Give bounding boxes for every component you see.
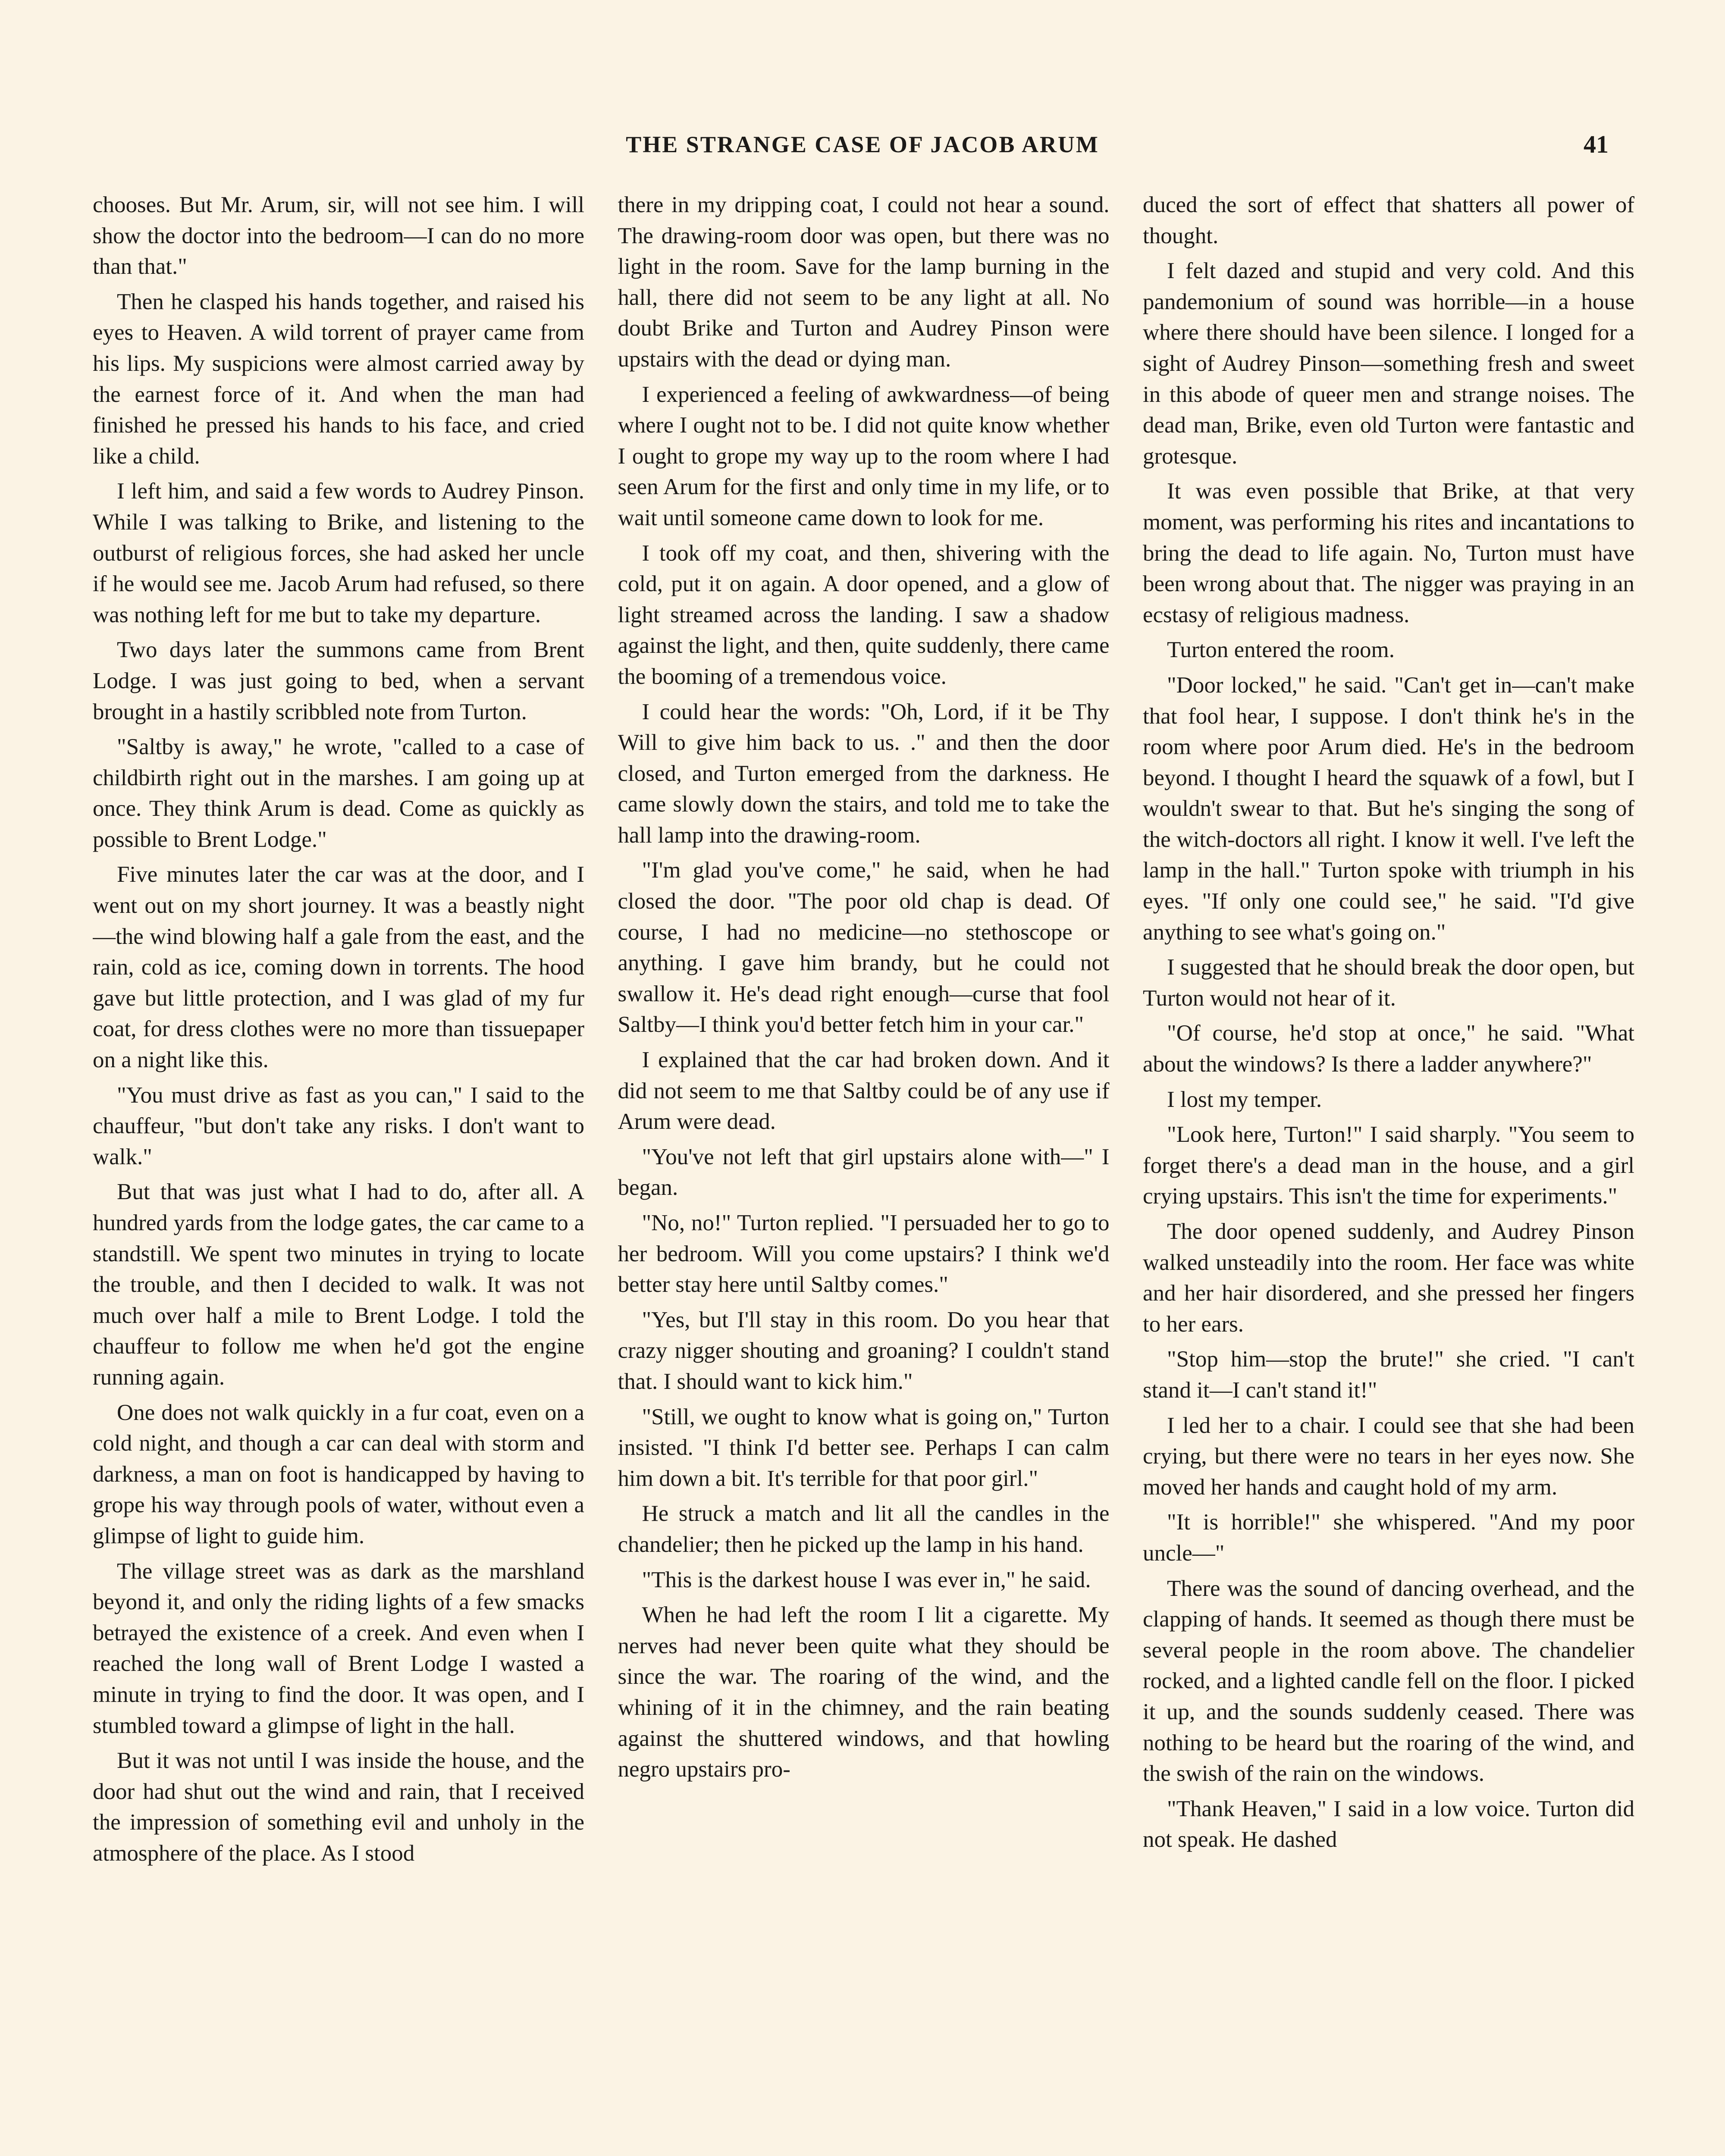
paragraph: But it was not until I was inside the house, and the door had shut out the wind and rain, that I received the impression of something evil and unholy in the atmosphere of the place. As I stood: [93, 1748, 584, 1866]
paragraph: Two days later the summons came from Brent Lodge. I was just going to bed, when a servant brought in a hastily scribbled note from Turton.: [93, 637, 584, 724]
text-column-2: [618, 190, 1110, 2156]
paragraph: "Look here, Turton!" I said sharply. "You seem to forget there's a dead man in the house, and a girl crying upstairs. This isn't the time for experiments.": [1143, 1122, 1634, 1209]
paragraph: "Stop him—stop the brute!" she cried. "I can't stand it—I can't stand it!": [1143, 1347, 1634, 1403]
running-head: [0, 125, 1725, 164]
paragraph: I led her to a chair. I could see that she had been crying, but there were no tears in her eyes now. She moved her hands and caught hold of my arm.: [1143, 1413, 1634, 1500]
paragraph: I took off my coat, and then, shivering with the cold, put it on again. A door opened, and a glow of light streamed across the landing. I saw a shadow against the light, and then, quite suddenly, there came the booming of a tremendous voice.: [618, 540, 1110, 689]
paragraph: "I'm glad you've come," he said, when he had closed the door. "The poor old chap is dead. Of course, I had no medicine—no stethoscope or anything. I gave him brandy, but he could not swallow it. He's dead right enough—curse that fool Saltby—I think you'd better fetch him in your car.": [618, 858, 1110, 1037]
paragraph: "Still, we ought to know what is going on," Turton insisted. "I think I'd better see. Perhaps I can calm him down a bit. It's terrible for that poor girl.": [618, 1404, 1110, 1491]
paragraph: Then he clasped his hands together, and raised his eyes to Heaven. A wild torrent of prayer came from his lips. My suspicions were almost carried away by the earnest force of it. And when the man had finished he pressed his hands to his face, and cried like a child.: [93, 289, 584, 469]
paragraph: "Yes, but I'll stay in this room. Do you hear that crazy nigger shouting and groaning? I couldn't stand that. I should want to kick him.": [618, 1307, 1110, 1394]
paragraph: I could hear the words: "Oh, Lord, if it be Thy Will to give him back to us. ." and then the door closed, and Turton emerged from the darkness. He came slowly down the stairs, and told me to take the hall lamp into the drawing-room.: [618, 699, 1110, 848]
paragraph: "Saltby is away," he wrote, "called to a case of childbirth right out in the marshes. I am going up at once. They think Arum is dead. Come as quickly as possible to Brent Lodge.": [93, 734, 584, 852]
paragraph: "You must drive as fast as you can," I said to the chauffeur, "but don't take any risks. I don't want to walk.": [93, 1082, 584, 1169]
paragraph: I felt dazed and stupid and very cold. And this pandemonium of sound was horrible—in a house where there should have been silence. I longed for a sight of Audrey Pinson—something fresh and sweet in this abode of queer men and strange noises. The dead man, Brike, even old Turton were fantastic and grotesque.: [1143, 258, 1634, 469]
paragraph: Five minutes later the car was at the door, and I went out on my short journey. It was a beastly night—the wind blowing half a gale from the east, and the rain, cold as ice, coming down in torrents. The hood gave but little protection, and I was glad of my fur coat, for dress clothes were no more than tissuepaper on a night like this.: [93, 862, 584, 1073]
paragraph: I suggested that he should break the door open, but Turton would not hear of it.: [1143, 955, 1634, 1011]
paragraph: There was the sound of dancing overhead, and the clapping of hands. It seemed as though there must be several people in the room above. The chandelier rocked, and a lighted candle fell on the floor. I picked it up, and the sounds suddenly ceased. There was nothing to be heard but the roaring of the wind, and the swish of the rain on the windows.: [1143, 1576, 1634, 1786]
paragraph: The village street was as dark as the marshland beyond it, and only the riding lights of a few smacks betrayed the existence of a creek. And even when I reached the long wall of Brent Lodge I wasted a minute in trying to find the door. It was open, and I stumbled toward a glimpse of light in the hall.: [93, 1558, 584, 1738]
paragraph: "You've not left that girl upstairs alone with—" I began.: [618, 1144, 1110, 1200]
paragraph: "No, no!" Turton replied. "I persuaded her to go to her bedroom. Will you come upstairs? I think we'd better stay here until Saltby comes.": [618, 1210, 1110, 1297]
paragraph: It was even possible that Brike, at that very moment, was performing his rites and incantations to bring the dead to life again. No, Turton must have been wrong about that. The nigger was praying in an ecstasy of religious madness.: [1143, 479, 1634, 627]
paragraph: He struck a match and lit all the candles in the chandelier; then he picked up the lamp in his hand.: [618, 1501, 1110, 1557]
paragraph: The door opened suddenly, and Audrey Pinson walked unsteadily into the room. Her face was white and her hair disordered, and she pressed her fingers to her ears.: [1143, 1219, 1634, 1337]
paragraph: "Thank Heaven," I said in a low voice. Turton did not speak. He dashed: [1143, 1796, 1634, 1852]
paragraph: duced the sort of effect that shatters all power of thought.: [1143, 192, 1634, 248]
paragraph: Turton entered the room.: [1167, 637, 1395, 663]
paragraph: I experienced a feeling of awkwardness—of being where I ought not to be. I did not quite know whether I ought to grope my way up to the room where I had seen Arum for the first and only time in my life, or to wait until someone came down to look for me.: [618, 382, 1110, 530]
paragraph: I explained that the car had broken down. And it did not seem to me that Saltby could be of any use if Arum were dead.: [618, 1047, 1110, 1134]
paragraph: "Door locked," he said. "Can't get in—can't make that fool hear, I suppose. I don't think he's in the room where poor Arum died. He's in the bedroom beyond. I thought I heard the squawk of a fowl, but I wouldn't swear to that. But he's singing the song of the witch-doctors all right. I know it well. I've left the lamp in the hall." Turton spoke with triumph in his eyes. "If only one could see," he said. "I'd give anything to see what's going on.": [1143, 672, 1634, 945]
paragraph: When he had left the room I lit a cigarette. My nerves had never been quite what they should be since the war. The roaring of the wind, and the whining of it in the chimney, and the rain beating against the shuttered windows, and that howling negro upstairs pro-: [618, 1602, 1110, 1782]
paragraph: "Of course, he'd stop at once," he said. "What about the windows? Is there a ladder anywhere?": [1143, 1021, 1634, 1077]
paragraph: One does not walk quickly in a fur coat, even on a cold night, and though a car can deal with storm and darkness, a man on foot is handicapped by having to grope his way through pools of water, without even a glimpse of light to guide him.: [93, 1400, 584, 1548]
paragraph: chooses. But Mr. Arum, sir, will not see him. I will show the doctor into the bedroom—I can do no more than that.": [93, 192, 584, 279]
paragraph: "It is horrible!" she whispered. "And my poor uncle—": [1143, 1510, 1634, 1566]
paragraph: I lost my temper.: [1167, 1087, 1322, 1112]
paragraph: But that was just what I had to do, after all. A hundred yards from the lodge gates, the car came to a standstill. We spent two minutes in trying to locate the trouble, and then I decided to walk. It was not much over half a mile to Brent Lodge. I told the chauffeur to follow me when he'd got the engine running again.: [93, 1179, 584, 1390]
page-number: 41: [1584, 130, 1609, 158]
running-title: THE STRANGE CASE OF JACOB ARUM: [626, 132, 1099, 157]
paragraph: I left him, and said a few words to Audrey Pinson. While I was talking to Brike, and listening to the outburst of religious forces, she had asked her uncle if he would see me. Jacob Arum had refused, so there was nothing left for me but to take my departure.: [93, 479, 584, 627]
text-column-3: [1143, 190, 1634, 2156]
paragraph: "This is the darkest house I was ever in," he said.: [642, 1567, 1091, 1592]
text-column-1: [93, 190, 584, 2156]
paragraph: there in my dripping coat, I could not hear a sound. The drawing-room door was open, but there was no light in the room. Save for the lamp burning in the hall, there did not seem to be any light at all. No doubt Brike and Turton and Audrey Pinson were upstairs with the dead or dying man.: [618, 192, 1110, 372]
text-columns: [93, 190, 1634, 2156]
